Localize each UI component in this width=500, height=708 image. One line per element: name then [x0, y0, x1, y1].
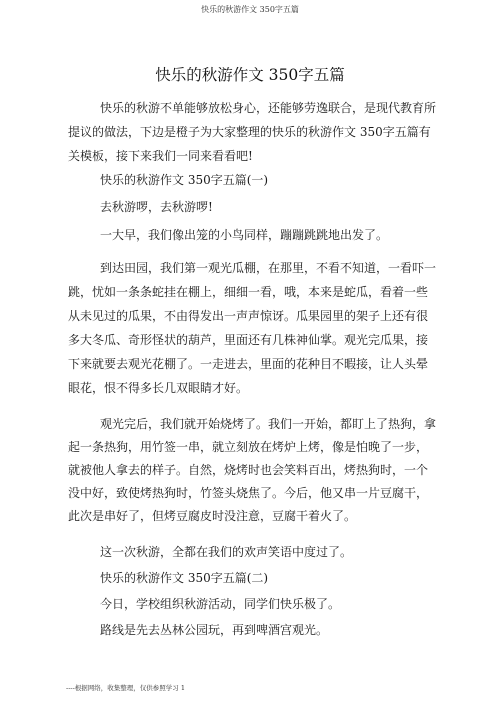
essay-1-heading: 快乐的秋游作文 350字五篇(一) — [100, 173, 269, 187]
essay-2-line-2: 路线是先去丛林公园玩，再到啤酒宫观光。 — [100, 623, 329, 637]
document-title: 快乐的秋游作文 350字五篇 — [155, 66, 345, 84]
essay-1-line-2: 一大早，我们像出笼的小鸟同样，蹦蹦跳跳地出发了。 — [100, 228, 389, 242]
essay-2-heading: 快乐的秋游作文 350字五篇(二) — [100, 571, 269, 585]
footer-note: ----根据网络，收集整理，仅供参照学习 — [66, 684, 179, 692]
essay-1-paragraph-4: 观光完后，我们就开始烧烤了。我们一开始，都盯上了热狗，拿起一条热狗，用竹签一串，就立刻放在烤炉上烤，像是怕晚了一步，就被他人拿去的样子。自然，烧烤时也会笑料百出，烤热狗时，一个没中好，致使烤热狗时，竹签头烧焦了。今后，他又串一片豆腐干，此次是串好了，但烤豆腐皮时没注意，豆腐干着火了。 — [68, 417, 437, 523]
essay-2-line-1: 今日，学校组织秋游活动，同学们快乐极了。 — [100, 597, 341, 611]
running-header: 快乐的秋游作文 350字五篇 — [201, 5, 299, 14]
essay-1-paragraph-5: 这一次秋游，全都在我们的欢声笑语中度过了。 — [100, 545, 353, 559]
intro-paragraph: 快乐的秋游不单能够放松身心，还能够劳逸联合，是现代教育所提议的做法，下边是橙子为大家整理的快乐的秋游作文 350字五篇有关模板，接下来我们一同来看看吧! — [68, 101, 437, 163]
page-footer — [66, 683, 185, 692]
essay-1-line-1: 去秋游啰，去秋游啰! — [100, 200, 213, 214]
essay-1-paragraph-3: 到达田园，我们第一观光瓜棚，在那里，不看不知道，一看吓一跳，忧如一条条蛇挂在棚上，细细一看，哦，本来是蛇瓜，看着一些从未见过的瓜果，不由得发出一声声惊讶。瓜果园里的架子上还有很多大冬瓜、奇形怪状的葫芦，里面还有几株神仙掌。观光完瓜果，接下来就要去观光花棚了。一走进去，里面的花种目不暇接，让人头晕眼花，恨不得多长几双眼睛才好。 — [68, 261, 437, 395]
page-number: 1 — [180, 684, 186, 692]
